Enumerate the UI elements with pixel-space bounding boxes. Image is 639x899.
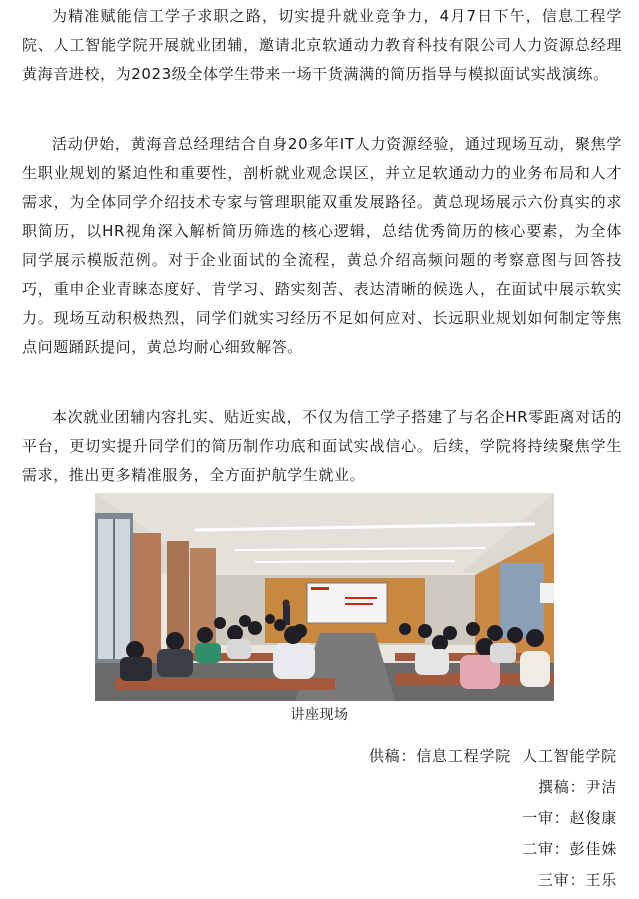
lecture-photo <box>95 493 554 701</box>
credit-value: 信息工程学院 人工智能学院 <box>416 747 617 765</box>
credit-value: 王乐 <box>585 871 617 889</box>
credit-label: 三审： <box>537 871 586 889</box>
photo-caption: 讲座现场 <box>290 707 349 723</box>
credit-label: 撰稿： <box>537 778 586 796</box>
credit-line <box>369 806 617 837</box>
credit-label: 一审： <box>522 809 570 827</box>
article-paragraph: 本次就业团辅内容扎实、贴近实战，不仅为信工学子搭建了与名企HR零距离对话的平台，更切实提升同学们的简历制作功底和面试实战信心。后续，学院将持续聚焦学生需求，推出更多精准服务，全方面护航学生就业。 <box>22 408 622 484</box>
credit-label: 二审： <box>522 840 570 858</box>
article-paragraph: 活动伊始，黄海音总经理结合自身20多年IT人力资源经验，通过现场互动，聚焦学生职业规划的紧迫性和重要性，剖析就业观念误区，并立足软通动力的业务布局和人才需求，为全体同学介绍技术专家与管理职能双重发展路径。黄总现场展示六份真实的求职简历，以HR视角深入解析简历筛选的核心逻辑，总结优秀简历的核心要素，为全体同学展示模版范例。对于企业面试的全流程，黄总介绍高频问题的考察意图与回答技巧，重申企业青睐态度好、肯学习、踏实刻苦、表达清晰的候选人，在面试中展示软实力。现场互动积极热烈，同学们就实习经历不足如何应对、长远职业规划如何制定等焦点问题踊跃提问，黄总均耐心细致解答。 <box>22 135 622 356</box>
credit-value: 赵俊康 <box>569 809 617 827</box>
credit-line <box>369 868 617 899</box>
credits-block <box>369 744 617 899</box>
credit-line <box>369 837 617 868</box>
credit-value: 尹洁 <box>585 778 617 796</box>
credit-line <box>369 744 617 775</box>
credit-label: 供稿： <box>368 747 417 765</box>
credit-line <box>369 775 617 806</box>
article-paragraph: 为精准赋能信工学子求职之路，切实提升就业竞争力，4月7日下午，信息工程学院、人工智能学院开展就业团辅，邀请北京软通动力教育科技有限公司人力资源总经理黄海音进校，为2023级全体学生带来一场干货满满的简历指导与模拟面试实战演练。 <box>22 7 622 83</box>
credit-value: 彭佳姝 <box>569 840 617 858</box>
